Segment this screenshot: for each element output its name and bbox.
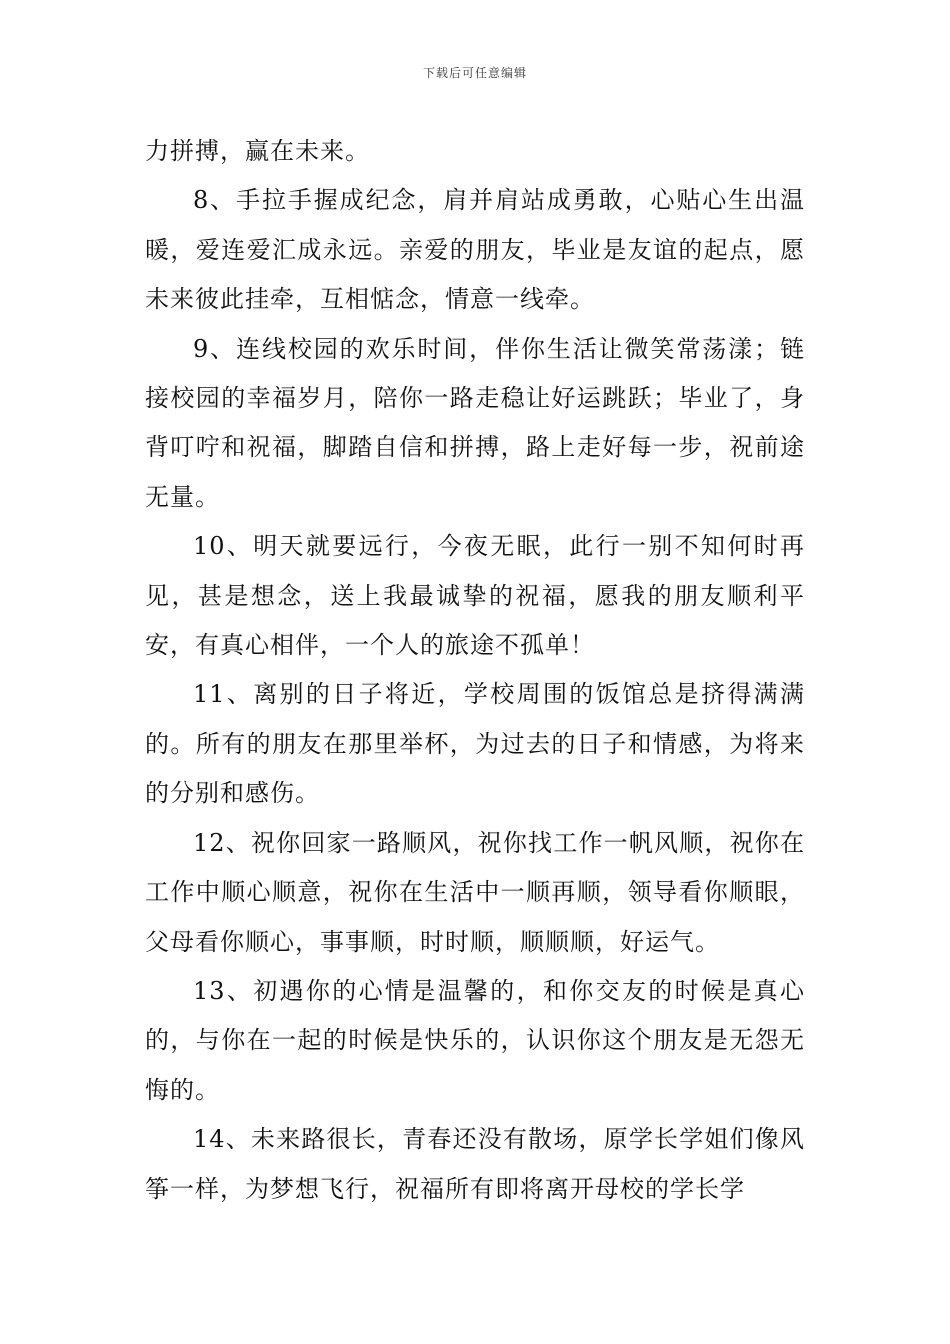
paragraph-item-14: 14、未来路很长，青春还没有散场，原学长学姐们像风筝一样，为梦想飞行，祝福所有即将离开母校的学长学	[145, 1125, 805, 1203]
paragraph-item-9: 9、连线校园的欢乐时间，伴你生活让微笑常荡漾；链接校园的幸福岁月，陪你一路走稳让好运跳跃；毕业了，身背叮咛和祝福，脚踏自信和拼搏，路上走好每一步，祝前途无量。	[145, 334, 805, 511]
paragraph-item-12: 12、祝你回家一路顺风，祝你找工作一帆风顺，祝你在工作中顺心顺意，祝你在生活中一顺再顺，领导看你顺眼，父母看你顺心，事事顺，时时顺，顺顺顺，好运气。	[145, 828, 805, 956]
paragraph-item-8: 8、手拉手握成纪念，肩并肩站成勇敢，心贴心生出温暖，爱连爱汇成永远。亲爱的朋友，毕业是友谊的起点，愿未来彼此挂牵，互相惦念，情意一线牵。	[145, 186, 805, 314]
document-body	[145, 127, 805, 1214]
paragraph-continuation: 力拼搏，赢在未来。	[145, 137, 370, 165]
page-header: 下载后可任意编辑	[422, 66, 527, 80]
paragraph-item-13: 13、初遇你的心情是温馨的，和你交友的时候是真心的，与你在一起的时候是快乐的，认识你这个朋友是无怨无悔的。	[145, 976, 805, 1104]
paragraph-item-10: 10、明天就要远行，今夜无眠，此行一别不知何时再见，甚是想念，送上我最诚挚的祝福，愿我的朋友顺利平安，有真心相伴，一个人的旅途不孤单！	[145, 532, 805, 660]
paragraph-item-11: 11、离别的日子将近，学校周围的饭馆总是挤得满满的。所有的朋友在那里举杯，为过去的日子和情感，为将来的分别和感伤。	[145, 680, 805, 808]
